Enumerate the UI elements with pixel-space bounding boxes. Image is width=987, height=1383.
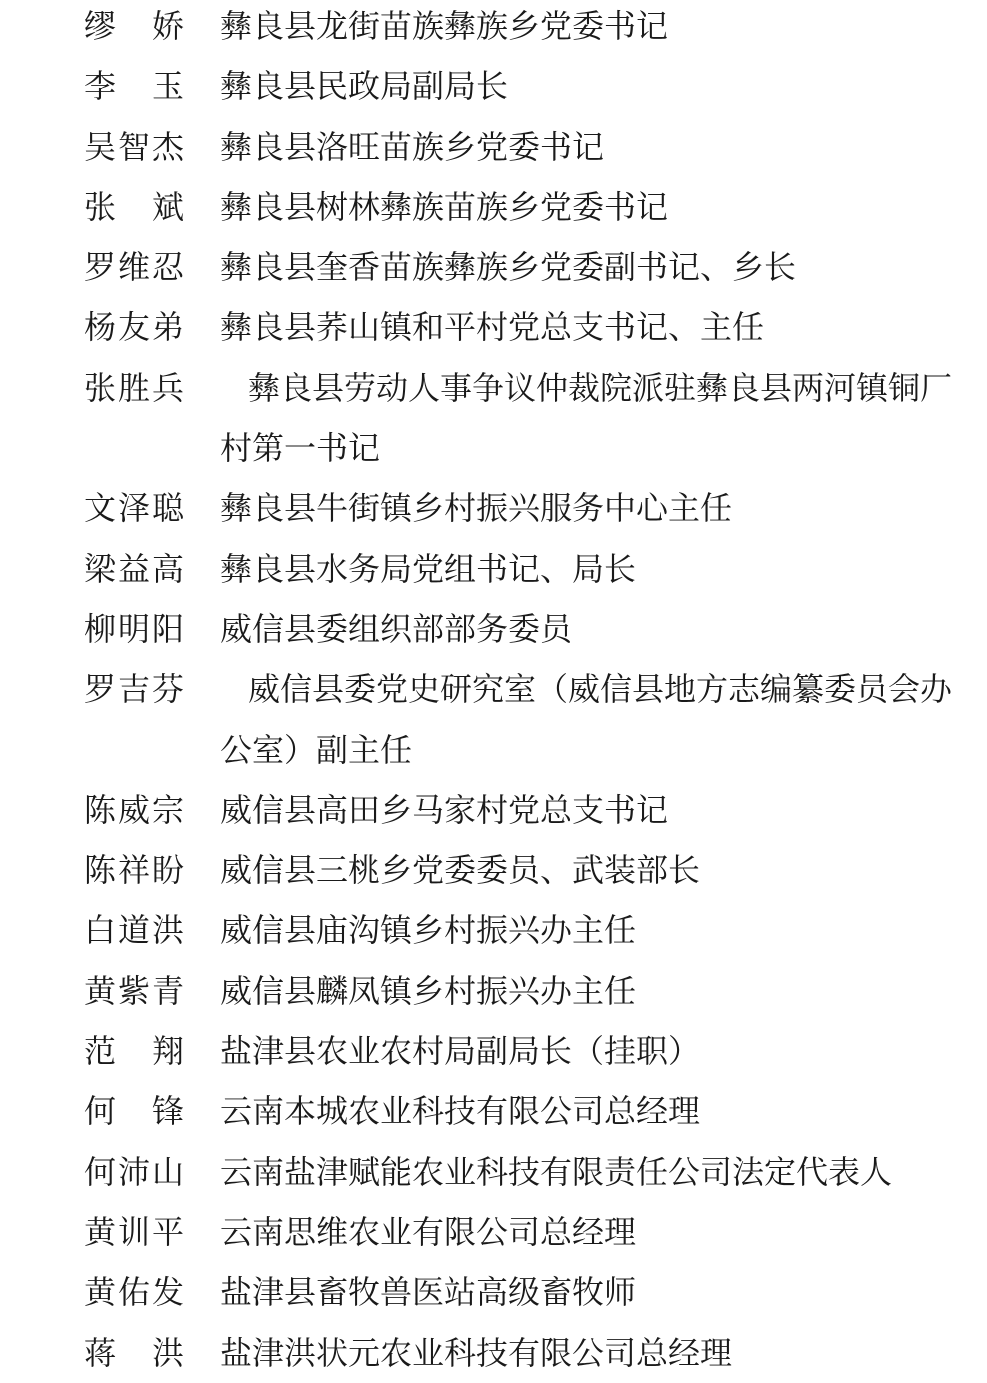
person-name: 何 锋: [84, 1092, 184, 1131]
person-title: 盐津县畜牧兽医站高级畜牧师: [220, 1273, 637, 1312]
person-title: 彝良县龙街苗族彝族乡党委书记: [220, 7, 669, 45]
person-name: 黄紫青: [84, 971, 184, 1010]
person-name: 白道洪: [84, 911, 184, 950]
list-item: [0, 1021, 987, 1081]
person-title: 彝良县民政局副局长: [220, 67, 509, 106]
list-item: [0, 659, 987, 780]
list-item: [0, 177, 987, 237]
person-name: 文泽聪: [84, 489, 184, 528]
person-title: 威信县庙沟镇乡村振兴办主任: [220, 911, 637, 950]
list-item: [0, 961, 987, 1021]
person-name: 杨友弟: [84, 308, 184, 347]
person-title: 云南本城农业科技有限公司总经理: [220, 1092, 701, 1131]
person-name: 范 翔: [84, 1032, 184, 1071]
person-name: 何沛山: [84, 1152, 184, 1191]
list-item: [0, 840, 987, 900]
list-item: [0, 237, 987, 297]
person-name: 蒋 洪: [84, 1333, 184, 1372]
list-item: [0, 599, 987, 659]
person-title: 威信县麟凤镇乡村振兴办主任: [220, 971, 637, 1010]
list-item: [0, 0, 987, 56]
person-title: 云南盐津赋能农业科技有限责任公司法定代表人: [220, 1152, 893, 1191]
person-name: 张 斌: [84, 187, 184, 226]
person-title: 云南思维农业有限公司总经理: [220, 1212, 637, 1251]
person-title: 彝良县洛旺苗族乡党委书记: [220, 127, 605, 166]
person-name: 梁益高: [84, 549, 184, 588]
list-item: [0, 1202, 987, 1262]
person-title: 盐津县农业农村局副局长（挂职）: [220, 1032, 701, 1071]
person-name: 黄训平: [84, 1212, 184, 1251]
person-title: 彝良县水务局党组书记、局长: [220, 549, 637, 588]
person-title: 威信县高田乡马家村党总支书记: [220, 790, 669, 829]
person-name: 柳明阳: [84, 609, 184, 648]
list-item: [0, 358, 987, 479]
list-item: [0, 1323, 987, 1383]
list-item: [0, 780, 987, 840]
person-name: 缪 娇: [84, 7, 184, 45]
person-title: 彝良县荞山镇和平村党总支书记、主任: [220, 308, 765, 347]
list-item: [0, 1081, 987, 1141]
person-title: 彝良县奎香苗族彝族乡党委副书记、乡长: [220, 248, 797, 287]
person-title: 盐津洪状元农业科技有限公司总经理: [220, 1333, 733, 1372]
person-name: 陈威宗: [84, 790, 184, 829]
person-name: 陈祥盼: [84, 851, 184, 890]
list-item: [0, 117, 987, 177]
person-title: 威信县委党史研究室（威信县地方志编纂委员会办公室）副主任: [220, 670, 953, 769]
list-item: [0, 478, 987, 538]
person-title: 彝良县劳动人事争议仲裁院派驻彝良县两河镇铜厂村第一书记: [220, 368, 953, 468]
list-item: [0, 900, 987, 960]
person-title: 威信县三桃乡党委委员、武装部长: [220, 851, 701, 890]
person-title: 威信县委组织部部务委员: [220, 609, 573, 648]
person-name: 张胜兵: [84, 368, 184, 407]
person-name: 吴智杰: [84, 127, 184, 166]
list-item: [0, 56, 987, 116]
person-name: 罗维忍: [84, 248, 184, 287]
person-title: 彝良县树林彝族苗族乡党委书记: [220, 187, 669, 226]
list-item: [0, 1262, 987, 1322]
person-name: 罗吉芬: [84, 670, 184, 709]
person-name: 黄佑发: [84, 1273, 184, 1312]
person-title: 彝良县牛街镇乡村振兴服务中心主任: [220, 489, 733, 528]
list-item: [0, 539, 987, 599]
list-item: [0, 1142, 987, 1202]
person-name: 李 玉: [84, 67, 184, 106]
list-item: [0, 297, 987, 357]
